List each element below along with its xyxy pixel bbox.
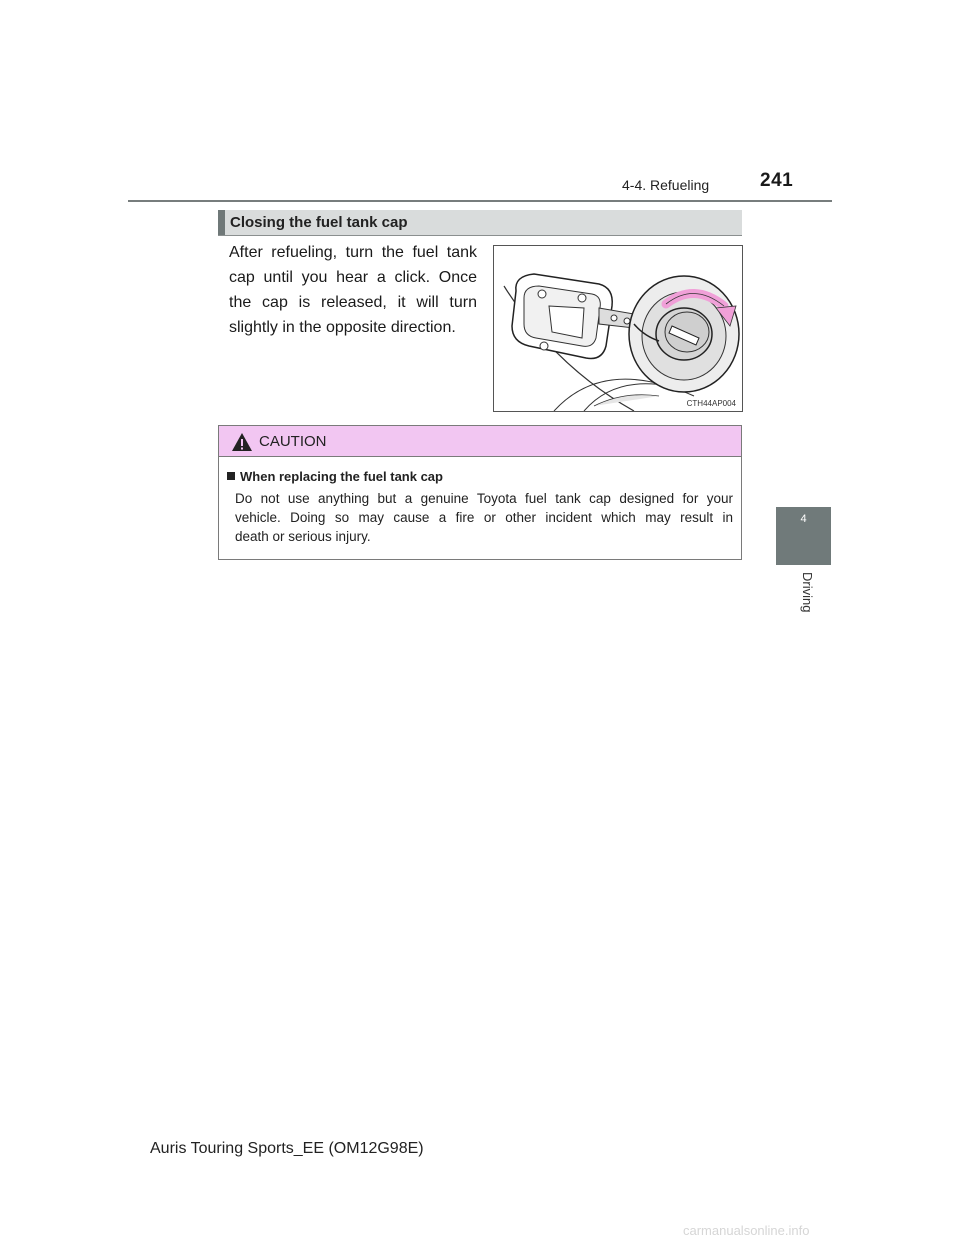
body-line: cap until you hear a click. Once xyxy=(229,269,477,286)
chapter-tab xyxy=(776,507,831,565)
caution-subtitle xyxy=(227,469,443,484)
fuel-cap-drawing xyxy=(494,246,742,411)
section-heading xyxy=(218,210,742,236)
warning-icon xyxy=(231,432,253,452)
caution-line: vehicle. Doing so may cause a fire or other incident which may result in xyxy=(235,510,733,525)
figure-code: CTH44AP004 xyxy=(686,399,736,408)
caution-body xyxy=(235,489,733,546)
caution-line: death or serious injury. xyxy=(235,529,371,544)
heading-title: Closing the fuel tank cap xyxy=(230,214,408,231)
chapter-label: Driving xyxy=(800,572,815,613)
footer-text: Auris Touring Sports_EE (OM12G98E) xyxy=(150,1140,424,1157)
header-rule xyxy=(128,200,832,202)
caution-title: CAUTION xyxy=(259,433,327,450)
body-line: slightly in the opposite direction. xyxy=(229,319,456,336)
section-title: 4-4. Refueling xyxy=(622,177,710,193)
body-line: After refueling, turn the fuel tank xyxy=(229,244,477,261)
caution-header xyxy=(219,426,741,457)
fuel-cap-illustration xyxy=(493,245,743,412)
square-bullet-icon xyxy=(227,472,235,480)
caution-line: Do not use anything but a genuine Toyota fuel tank cap designed for your xyxy=(235,491,733,506)
caution-box xyxy=(218,425,742,560)
body-line: the cap is released, it will turn xyxy=(229,294,477,311)
heading-accent-bar xyxy=(218,210,225,235)
watermark: carmanualsonline.info xyxy=(683,1223,810,1238)
page-number: 241 xyxy=(760,170,794,191)
body-paragraph xyxy=(229,240,477,340)
chapter-number: 4 xyxy=(800,513,807,525)
caution-subtitle-text: When replacing the fuel tank cap xyxy=(240,469,443,484)
